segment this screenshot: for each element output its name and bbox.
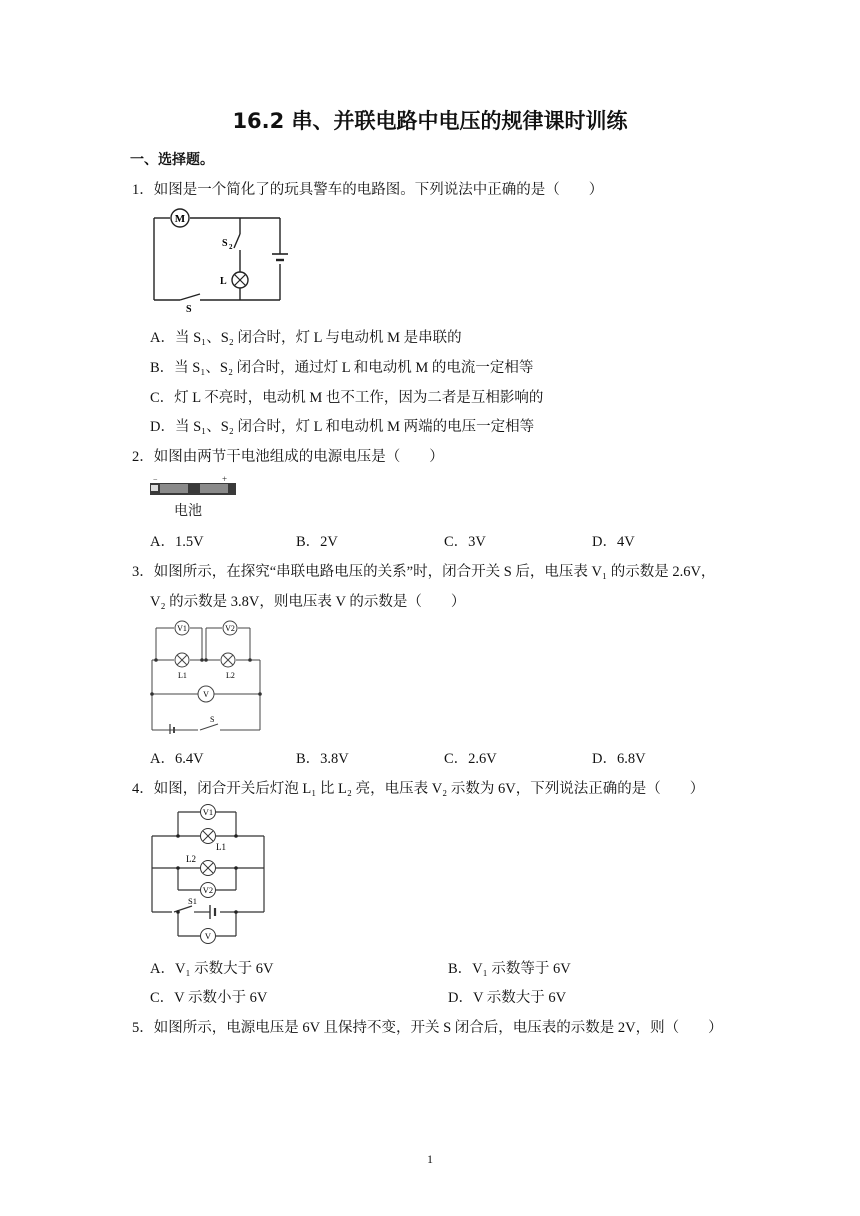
q2-battery-figure xyxy=(150,476,236,498)
motor-label: M xyxy=(174,213,186,225)
q2-option-a: A．1.5V xyxy=(150,534,204,550)
voltmeter-v-symbol xyxy=(201,929,216,944)
switch-s-label: S xyxy=(210,715,215,724)
question-4-stem: 4．如图，闭合开关后灯泡 L₁ 比 L₂ 亮，电压表 V₂ 示数为 6V，下列说法正确的是（ ） xyxy=(132,781,705,797)
question-2-stem: 2．如图由两节干电池组成的电源电压是（ ） xyxy=(132,449,444,465)
lamp-l1-symbol xyxy=(175,653,189,667)
switch-s1-label: S1 xyxy=(188,896,197,906)
lamp-l1-label: L1 xyxy=(216,842,226,852)
svg-text:+: + xyxy=(222,476,228,484)
battery-caption: 电池 xyxy=(174,503,202,519)
voltmeter-v2-symbol xyxy=(201,883,216,898)
question-3-stem-line1: 3．如图所示，在探究“串联电路电压的关系”时，闭合开关 S 后，电压表 V₁ 的示数是 2.6V， xyxy=(132,564,716,580)
lamp-l2-label: L2 xyxy=(226,671,235,680)
q3-option-a: A．6.4V xyxy=(150,751,204,767)
question-5-stem: 5．如图所示，电源电压是 6V 且保持不变，开关 S 闭合后，电压表的示数是 2V，则（ ） xyxy=(132,1020,723,1036)
lamp-l1-label: L1 xyxy=(178,671,187,680)
q1-option-d: D．当 S₁、S₂ 闭合时，灯 L 和电动机 M 两端的电压一定相等 xyxy=(150,419,535,435)
svg-text:V: V xyxy=(203,690,209,699)
lamp-l2-symbol xyxy=(201,861,216,876)
lamp-l1-symbol xyxy=(201,829,216,844)
q1-option-a: A．当 S₁、S₂ 闭合时，灯 L 与电动机 M 是串联的 xyxy=(150,330,462,346)
q2-option-d: D．4V xyxy=(592,534,635,550)
svg-text:V2: V2 xyxy=(202,885,214,895)
lamp-label: L xyxy=(220,276,227,287)
question-3-stem-line2: V₂ 的示数是 3.8V，则电压表 V 的示数是（ ） xyxy=(150,594,466,610)
lamp-symbol xyxy=(232,272,248,288)
q1-option-b: B．当 S₁、S₂ 闭合时，通过灯 L 和电动机 M 的电流一定相等 xyxy=(150,360,534,376)
switch-s-label: S xyxy=(186,304,192,315)
q2-option-b: B．2V xyxy=(296,534,338,550)
q3-option-b: B．3.8V xyxy=(296,751,349,767)
q1-option-c: C．灯 L 不亮时，电动机 M 也不工作，因为二者是互相影响的 xyxy=(150,390,544,406)
q3-option-d: D．6.8V xyxy=(592,751,646,767)
q1-circuit-figure xyxy=(148,208,288,316)
svg-text:−: − xyxy=(153,476,158,484)
page-title: 16.2 串、并联电路中电压的规律课时训练 xyxy=(232,109,628,133)
q4-option-c: C．V 示数小于 6V xyxy=(150,990,268,1006)
switch-s2-subscript: 2 xyxy=(229,243,233,251)
q3-circuit-figure xyxy=(148,618,266,734)
voltmeter-v1-symbol xyxy=(175,621,189,635)
voltmeter-v-symbol xyxy=(198,686,214,702)
svg-text:V2: V2 xyxy=(225,624,235,633)
q4-circuit-figure xyxy=(148,804,268,946)
question-1-stem: 1．如图是一个简化了的玩具警车的电路图。下列说法中正确的是（ ） xyxy=(132,182,604,198)
section-heading: 一、选择题。 xyxy=(130,152,214,168)
q2-option-c: C．3V xyxy=(444,534,486,550)
q4-option-a: A．V₁ 示数大于 6V xyxy=(150,961,274,977)
lamp-l2-label: L2 xyxy=(186,854,196,864)
svg-text:V: V xyxy=(204,931,212,941)
svg-text:V1: V1 xyxy=(202,807,214,817)
q4-option-d: D．V 示数大于 6V xyxy=(448,990,567,1006)
q3-option-c: C．2.6V xyxy=(444,751,497,767)
svg-text:V1: V1 xyxy=(177,624,187,633)
voltmeter-v2-symbol xyxy=(223,621,237,635)
motor-symbol xyxy=(171,209,189,227)
lamp-l2-symbol xyxy=(221,653,235,667)
voltmeter-v1-symbol xyxy=(201,805,216,820)
q4-option-b: B．V₁ 示数等于 6V xyxy=(448,961,571,977)
switch-s2-label: S xyxy=(222,238,228,249)
page-number: 1 xyxy=(427,1152,433,1166)
